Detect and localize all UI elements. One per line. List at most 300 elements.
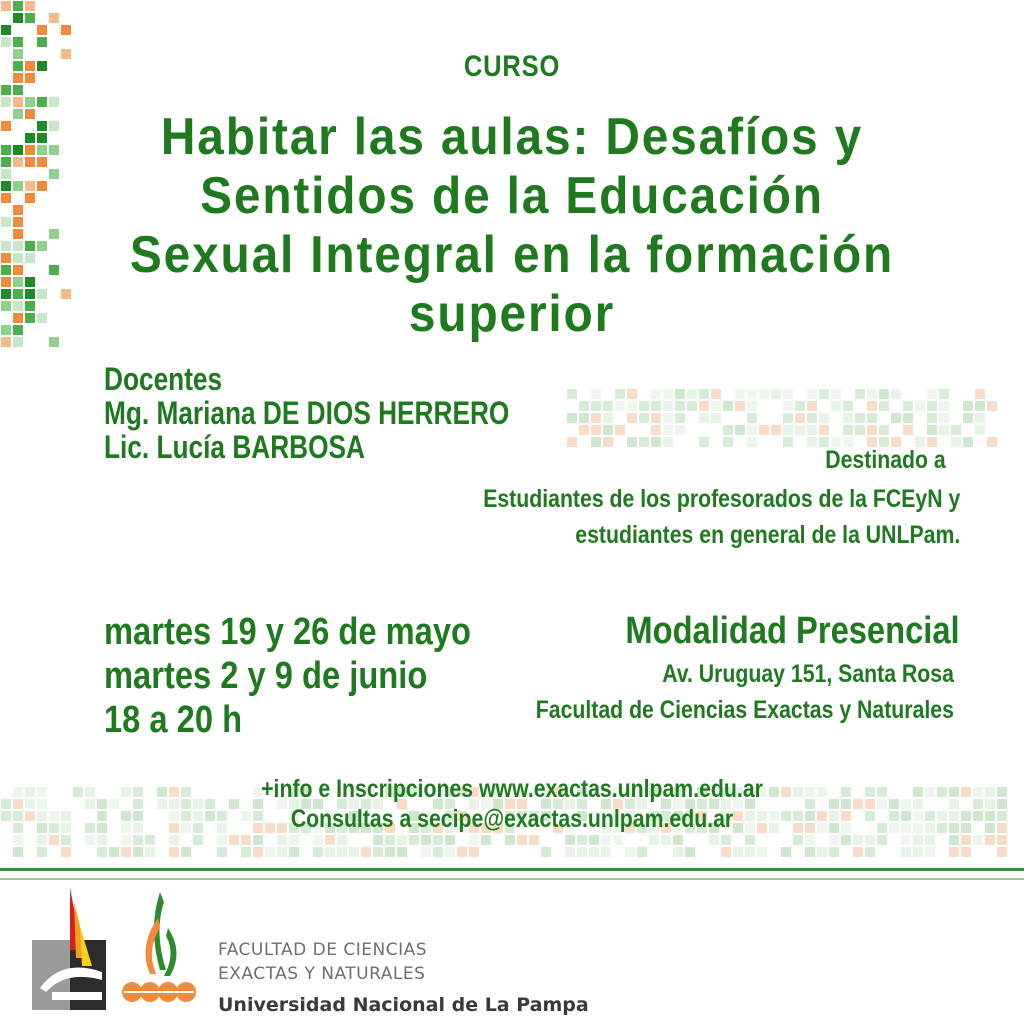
mosaic-tile [25, 811, 35, 821]
mosaic-tile [145, 847, 155, 857]
mosaic-tile [973, 799, 983, 809]
mosaic-tile [373, 847, 383, 857]
mosaic-tile [193, 835, 203, 845]
mosaic-tile [591, 437, 601, 447]
mosaic-tile [687, 401, 697, 411]
mosaic-tile [13, 811, 23, 821]
mosaic-tile [783, 425, 793, 435]
mosaic-tile [949, 811, 959, 821]
mosaic-tile [627, 413, 637, 423]
mosaic-tile [49, 835, 59, 845]
mosaic-tile [747, 425, 757, 435]
mosaic-tile [37, 811, 47, 821]
mosaic-tile [865, 835, 875, 845]
mosaic-tile [795, 413, 805, 423]
mosaic-tile [61, 823, 71, 833]
mosaic-tile [25, 301, 35, 311]
mosaic-tile [13, 37, 23, 47]
mosaic-tile [975, 401, 985, 411]
mosaic-tile [337, 835, 347, 845]
mosaic-tile [37, 787, 47, 797]
mosaic-tile [13, 787, 23, 797]
university-name: Universidad Nacional de La Pampa [218, 994, 589, 1016]
mosaic-tile [61, 811, 71, 821]
mosaic-tile [843, 413, 853, 423]
mosaic-tile [963, 401, 973, 411]
mosaic-tile [1, 277, 11, 287]
title-line: superior [408, 285, 616, 343]
mosaic-tile [13, 241, 23, 251]
mosaic-tile [759, 389, 769, 399]
mosaic-tile [13, 799, 23, 809]
info-block [77, 774, 947, 834]
mosaic-tile [723, 401, 733, 411]
mosaic-tile [13, 217, 23, 227]
mosaic-tile [13, 61, 23, 71]
mosaic-tile [961, 787, 971, 797]
divider-line [0, 868, 1024, 871]
mosaic-tile [97, 835, 107, 845]
mosaic-tile [699, 437, 709, 447]
mosaic-tile [13, 289, 23, 299]
mosaic-tile [109, 847, 119, 857]
mosaic-tile [639, 413, 649, 423]
mosaic-tile [997, 811, 1007, 821]
mosaic-tile [927, 389, 937, 399]
mosaic-tile [949, 823, 959, 833]
address-line: Av. Uruguay 151, Santa Rosa [662, 660, 954, 688]
mosaic-tile [961, 811, 971, 821]
mosaic-tile [639, 437, 649, 447]
mosaic-tile [25, 73, 35, 83]
mosaic-tile [49, 811, 59, 821]
mosaic-tile [879, 389, 889, 399]
mosaic-tile [867, 413, 877, 423]
mosaic-tile [831, 401, 841, 411]
mosaic-tile [651, 437, 661, 447]
mosaic-tile [133, 835, 143, 845]
mosaic-tile [181, 847, 191, 857]
contact-email[interactable]: Consultas a secipe@exactas.unlpam.edu.ar [290, 805, 734, 833]
mosaic-tile [649, 835, 659, 845]
mosaic-tile [903, 401, 913, 411]
mosaic-tile [675, 413, 685, 423]
mosaic-tile [385, 847, 395, 857]
mosaic-tile [891, 413, 901, 423]
mosaic-tile [1, 145, 11, 155]
mosaic-tile [1, 97, 11, 107]
mosaic-tile [61, 835, 71, 845]
mosaic-tile [469, 847, 479, 857]
mosaic-tile [241, 835, 251, 845]
mosaic-tile [637, 847, 647, 857]
mosaic-tile [963, 437, 973, 447]
mosaic-tile [627, 437, 637, 447]
mosaic-tile [855, 389, 865, 399]
mosaic-tile [13, 181, 23, 191]
mosaic-tile [985, 799, 995, 809]
mosaic-tile [771, 425, 781, 435]
university-logo [120, 888, 204, 1012]
mosaic-tile [879, 425, 889, 435]
mosaic-tile [25, 13, 35, 23]
mosaic-tile [795, 425, 805, 435]
mosaic-tile [421, 835, 431, 845]
course-label: CURSO [463, 50, 561, 83]
mosaic-tile [13, 229, 23, 239]
mosaic-tile [805, 847, 815, 857]
mosaic-tile [49, 823, 59, 833]
mosaic-tile [973, 787, 983, 797]
mosaic-tile [1, 37, 11, 47]
mosaic-tile [37, 799, 47, 809]
mosaic-tile [433, 835, 443, 845]
mosaic-tile [661, 835, 671, 845]
mosaic-tile [457, 847, 467, 857]
mosaic-tile [97, 847, 107, 857]
mosaic-tile [807, 401, 817, 411]
mosaic-tile [13, 97, 23, 107]
mosaic-tile [169, 847, 179, 857]
mosaic-tile [217, 847, 227, 857]
mosaic-tile [939, 413, 949, 423]
mosaic-tile [37, 835, 47, 845]
mosaic-tile [541, 847, 551, 857]
mosaic-tile [601, 847, 611, 857]
mosaic-tile [711, 401, 721, 411]
mosaic-tile [997, 823, 1007, 833]
mosaic-tile [745, 847, 755, 857]
mosaic-tile [985, 835, 995, 845]
mosaic-tile [589, 835, 599, 845]
mosaic-tile [577, 835, 587, 845]
mosaic-tile [25, 61, 35, 71]
mosaic-tile [819, 413, 829, 423]
mosaic-tile [589, 847, 599, 857]
mosaic-tile [37, 847, 47, 857]
mosaic-tile [1, 169, 11, 179]
docentes-block [104, 362, 509, 464]
mosaic-tile [807, 425, 817, 435]
mosaic-tile [445, 847, 455, 857]
mosaic-tile [277, 847, 287, 857]
mosaic-tile [987, 437, 997, 447]
mosaic-tile [13, 13, 23, 23]
mosaic-tile [241, 847, 251, 857]
mosaic-tile [1, 217, 11, 227]
mosaic-tile [673, 847, 683, 857]
destinado-heading: Destinado a [825, 446, 946, 474]
mosaic-tile [985, 823, 995, 833]
mosaic-tile [1, 1, 11, 11]
mosaic-tile [145, 835, 155, 845]
mosaic-tile [25, 277, 35, 287]
mosaic-tile [615, 401, 625, 411]
mosaic-tile [735, 425, 745, 435]
mosaic-tile [85, 835, 95, 845]
mosaic-tile [675, 389, 685, 399]
mosaic-tile [975, 413, 985, 423]
mosaic-tile [25, 133, 35, 143]
mosaic-tile [819, 425, 829, 435]
mosaic-tile [591, 425, 601, 435]
mosaic-tile [603, 401, 613, 411]
mosaic-tile [939, 401, 949, 411]
mosaic-tile [25, 1, 35, 11]
schedule-line: 18 a 20 h [104, 699, 243, 741]
mosaic-tile [169, 835, 179, 845]
mosaic-tile [901, 835, 911, 845]
mosaic-tile [961, 847, 971, 857]
mosaic-tile [973, 835, 983, 845]
mosaic-tile [915, 401, 925, 411]
mosaic-tile [25, 799, 35, 809]
mosaic-tile [829, 835, 839, 845]
mosaic-tile [577, 847, 587, 857]
mosaic-tile [675, 425, 685, 435]
mosaic-tile [855, 413, 865, 423]
mosaic-tile [961, 823, 971, 833]
mosaic-tile [783, 389, 793, 399]
mosaic-tile [409, 835, 419, 845]
mosaic-tile [651, 401, 661, 411]
mosaic-tile [579, 413, 589, 423]
modalidad-heading: Modalidad Presencial [625, 610, 960, 652]
mosaic-tile [843, 401, 853, 411]
mosaic-tile [1, 289, 11, 299]
mosaic-tile [13, 835, 23, 845]
mosaic-tile [721, 847, 731, 857]
mosaic-tile [723, 425, 733, 435]
mosaic-tile [711, 413, 721, 423]
mosaic-tile [997, 799, 1007, 809]
mosaic-tile [567, 413, 577, 423]
mosaic-tile [783, 437, 793, 447]
mosaic-tile [663, 389, 673, 399]
mosaic-tile [793, 835, 803, 845]
mosaic-tile [783, 401, 793, 411]
schedule-block [104, 610, 471, 742]
mosaic-tile [855, 425, 865, 435]
mosaic-tile [49, 97, 59, 107]
mosaic-tile [949, 799, 959, 809]
mosaic-tile [685, 847, 695, 857]
mosaic-tile [603, 425, 613, 435]
mosaic-tile [927, 425, 937, 435]
mosaic-tile [829, 847, 839, 857]
mosaic-tile [913, 847, 923, 857]
mosaic-tile [759, 425, 769, 435]
mosaic-tile [253, 847, 263, 857]
mosaic-tile [49, 13, 59, 23]
mosaic-tile [997, 835, 1007, 845]
mosaic-tile [949, 787, 959, 797]
mosaic-tile [975, 425, 985, 435]
mosaic-tile [879, 401, 889, 411]
mosaic-tile [699, 413, 709, 423]
mosaic-tile [13, 85, 23, 95]
mosaic-tile [781, 847, 791, 857]
mosaic-tile [567, 437, 577, 447]
mosaic-tile [615, 389, 625, 399]
mosaic-tile [949, 835, 959, 845]
mosaic-tile [675, 401, 685, 411]
mosaic-tile [973, 811, 983, 821]
mosaic-tile [913, 835, 923, 845]
mosaic-tile [61, 25, 71, 35]
mosaic-tile [1, 241, 11, 251]
mosaic-tile [891, 389, 901, 399]
mosaic-tile [735, 389, 745, 399]
mosaic-tile [927, 413, 937, 423]
mosaic-tile [853, 847, 863, 857]
mosaic-tile [1, 25, 11, 35]
mosaic-tile [867, 389, 877, 399]
mosaic-tile [807, 389, 817, 399]
faculty-line: Facultad de Ciencias Exactas y Naturales [535, 696, 954, 724]
mosaic-tile [37, 823, 47, 833]
mosaic-tile [385, 835, 395, 845]
mosaic-tile [277, 835, 287, 845]
mosaic-tile [1, 811, 11, 821]
mosaic-tile [733, 847, 743, 857]
mosaic-tile [903, 425, 913, 435]
mosaic-tile [337, 847, 347, 857]
mosaic-tile [481, 835, 491, 845]
mosaic-tile [843, 425, 853, 435]
mosaic-tile [445, 835, 455, 845]
mosaic-tile [229, 835, 239, 845]
mosaic-tile [13, 265, 23, 275]
mosaic-tile [865, 847, 875, 857]
destinado-line: Estudiantes de los profesorados de la FCEyN y [482, 485, 960, 513]
mosaic-tile [37, 25, 47, 35]
mosaic-tile [579, 425, 589, 435]
mosaic-tile [591, 413, 601, 423]
mosaic-tile [325, 835, 335, 845]
mosaic-tile [397, 835, 407, 845]
mosaic-tile [625, 847, 635, 857]
mosaic-tile [925, 847, 935, 857]
mosaic-tile [1, 799, 11, 809]
mosaic-tile [987, 401, 997, 411]
mosaic-tile [747, 437, 757, 447]
title-line: Habitar las aulas: Desafíos y [160, 108, 864, 166]
mosaic-tile [325, 847, 335, 857]
course-title [41, 108, 983, 344]
mosaic-tile [373, 835, 383, 845]
mosaic-tile [253, 835, 263, 845]
mosaic-tile [997, 787, 1007, 797]
mosaic-tile [615, 425, 625, 435]
mosaic-tile [735, 401, 745, 411]
docentes-heading: Docentes [104, 361, 223, 397]
mosaic-tile [13, 301, 23, 311]
mosaic-tile [349, 847, 359, 857]
mosaic-tile [831, 389, 841, 399]
mosaic-tile [783, 413, 793, 423]
mosaic-tile [313, 847, 323, 857]
mosaic-tile [951, 437, 961, 447]
mosaic-tile [433, 847, 443, 857]
mosaic-tile [13, 73, 23, 83]
mosaic-tile [25, 97, 35, 107]
destinado-line: estudiantes en general de la UNLPam. [575, 521, 960, 549]
inscription-link[interactable]: +info e Inscripciones www.exactas.unlpam.edu.ar [261, 775, 763, 803]
mosaic-tile [771, 389, 781, 399]
mosaic-tile [61, 847, 71, 857]
mosaic-tile [591, 401, 601, 411]
docente-name: Mg. Mariana DE DIOS HERRERO [104, 395, 510, 431]
mosaic-tile [121, 847, 131, 857]
mosaic-tile [25, 109, 35, 119]
mosaic-tile [37, 61, 47, 71]
mosaic-tile [25, 193, 35, 203]
mosaic-tile [963, 413, 973, 423]
mosaic-tile [757, 847, 767, 857]
schedule-line: martes 2 y 9 de junio [104, 655, 428, 697]
mosaic-tile [867, 425, 877, 435]
mosaic-tile [709, 835, 719, 845]
faculty-name-line: EXACTAS Y NATURALES [218, 964, 426, 984]
mosaic-tile [747, 389, 757, 399]
mosaic-tile [1, 181, 11, 191]
mosaic-tile [1, 325, 11, 335]
mosaic-tile [25, 181, 35, 191]
mosaic-tile [289, 835, 299, 845]
schedule-line: martes 19 y 26 de mayo [104, 611, 471, 653]
mosaic-tile [13, 253, 23, 263]
mosaic-tile [603, 437, 613, 447]
mosaic-tile [841, 835, 851, 845]
mosaic-tile [663, 425, 673, 435]
mosaic-tile [1, 301, 11, 311]
mosaic-tile [817, 847, 827, 857]
mosaic-tile [997, 847, 1007, 857]
mosaic-tile [927, 401, 937, 411]
mosaic-tile [877, 835, 887, 845]
mosaic-tile [795, 401, 805, 411]
mosaic-tile [805, 835, 815, 845]
mosaic-tile [1, 337, 11, 347]
mosaic-tile [699, 401, 709, 411]
mosaic-tile [747, 413, 757, 423]
mosaic-tile [397, 847, 407, 857]
mosaic-tile [687, 389, 697, 399]
mosaic-tile [723, 437, 733, 447]
mosaic-tile [361, 847, 371, 857]
destinado-block [483, 481, 960, 553]
mosaic-tile [925, 835, 935, 845]
mosaic-tile [13, 1, 23, 11]
mosaic-tile [469, 835, 479, 845]
mosaic-tile [13, 49, 23, 59]
mosaic-tile [651, 425, 661, 435]
mosaic-tile [745, 835, 755, 845]
mosaic-tile [699, 389, 709, 399]
mosaic-tile [217, 835, 227, 845]
mosaic-tile [627, 401, 637, 411]
mosaic-tile [975, 389, 985, 399]
mosaic-tile [517, 835, 527, 845]
mosaic-tile [1, 121, 11, 131]
modalidad-block [536, 656, 954, 728]
mosaic-tile [1, 193, 11, 203]
mosaic-tile [867, 401, 877, 411]
mosaic-tile [663, 401, 673, 411]
faculty-name-line: FACULTAD DE CIENCIAS [218, 940, 428, 960]
docente-name: Lic. Lucía BARBOSA [104, 429, 365, 465]
